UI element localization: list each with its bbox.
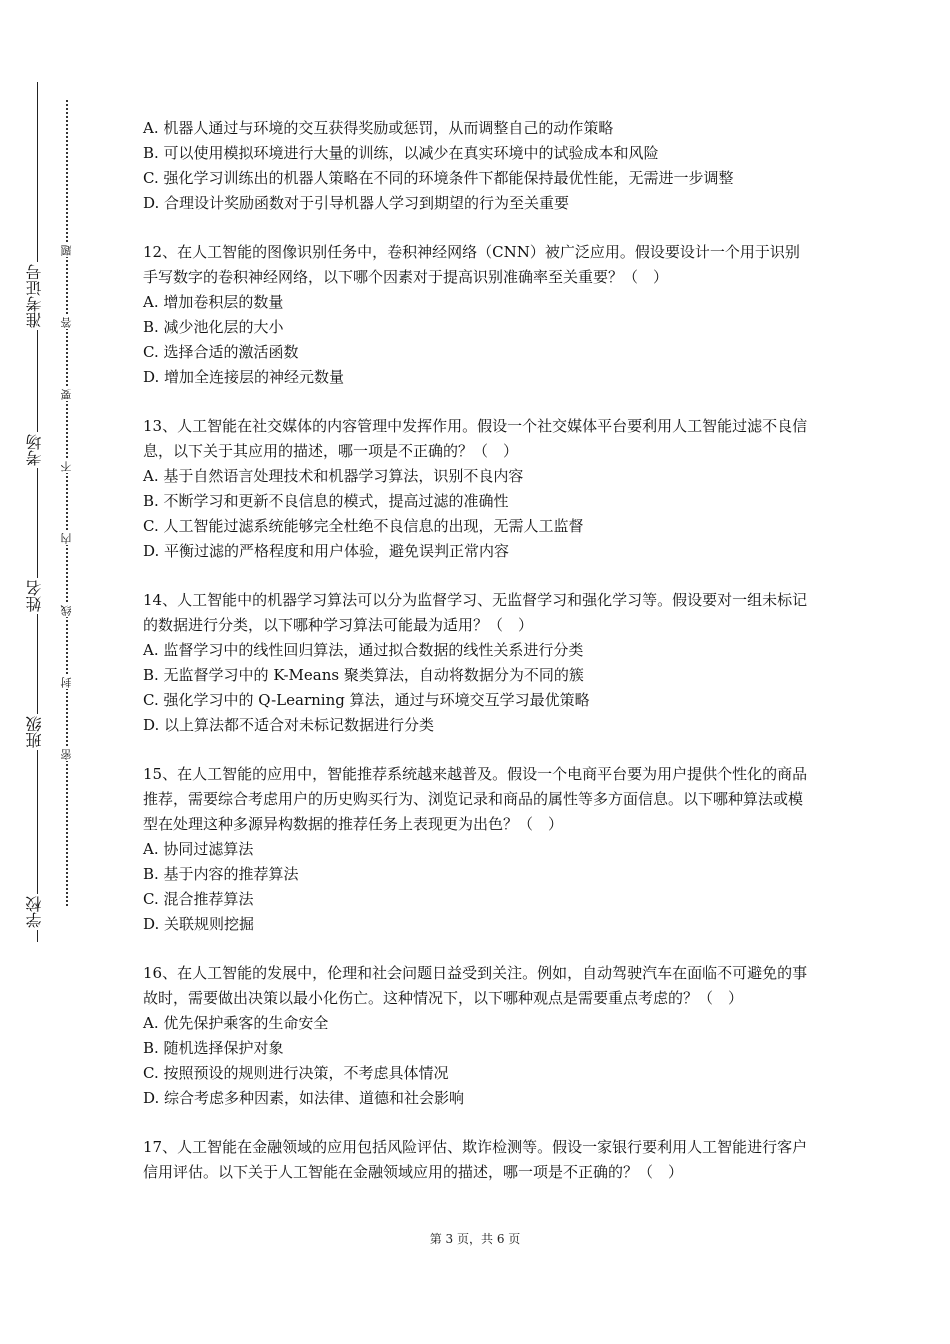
option-c: C. 强化学习训练出的机器人策略在不同的环境条件下都能保持最优性能，无需进一步调整 — [143, 169, 734, 187]
seal-char: 要 — [60, 389, 73, 400]
question-12 — [143, 240, 811, 390]
field-name-label: 姓名 — [22, 578, 48, 614]
binding-dotted-line — [66, 100, 68, 906]
field-exam-number-label: 准考证号 — [22, 262, 48, 330]
option-a: A. 机器人通过与环境的交互获得奖励或惩罚，从而调整自己的动作策略 — [143, 119, 614, 137]
question-15 — [143, 762, 811, 937]
option-b: B. 随机选择保护对象 — [143, 1039, 284, 1057]
option-d: D. 关联规则挖掘 — [143, 915, 255, 933]
field-class-label: 班级 — [22, 714, 48, 750]
seal-char: 密 — [60, 749, 73, 760]
field-school-label: 学校 — [22, 894, 48, 930]
seal-char: 答 — [60, 317, 73, 328]
question-stem: 14、人工智能中的机器学习算法可以分为监督学习、无监督学习和强化学习等。假设要对一组未标记的数据进行分类，以下哪种学习算法可能最为适用？（ ） — [143, 591, 808, 634]
option-b: B. 基于内容的推荐算法 — [143, 865, 299, 883]
exam-content — [143, 116, 811, 1209]
option-d: D. 以上算法都不适合对未标记数据进行分类 — [143, 716, 435, 734]
option-a: A. 增加卷积层的数量 — [143, 293, 284, 311]
seal-char: 不 — [60, 461, 73, 472]
binding-solid-line — [37, 82, 38, 942]
option-c: C. 人工智能过滤系统能够完全杜绝不良信息的出现，无需人工监督 — [143, 517, 584, 535]
question-stem: 13、人工智能在社交媒体的内容管理中发挥作用。假设一个社交媒体平台要利用人工智能过滤不良信息，以下关于其应用的描述，哪一项是不正确的？（ ） — [143, 417, 808, 460]
option-c: C. 强化学习中的 Q-Learning 算法，通过与环境交互学习最优策略 — [143, 691, 590, 709]
option-a: A. 优先保护乘客的生命安全 — [143, 1014, 329, 1032]
option-c: C. 按照预设的规则进行决策，不考虑具体情况 — [143, 1064, 449, 1082]
continued-options — [143, 116, 811, 216]
binding-margin — [0, 0, 110, 1344]
field-exam-room-label: 考场 — [22, 432, 48, 468]
question-stem: 12、在人工智能的图像识别任务中，卷积神经网络（CNN）被广泛应用。假设要设计一个用于识别手写数字的卷积神经网络，以下哪个因素对于提高识别准确率至关重要？（ ） — [143, 243, 800, 286]
option-b: B. 不断学习和更新不良信息的模式，提高过滤的准确性 — [143, 492, 509, 510]
option-d: D. 合理设计奖励函数对于引导机器人学习到期望的行为至关重要 — [143, 194, 570, 212]
option-b: B. 减少池化层的大小 — [143, 318, 284, 336]
seal-char: 封 — [60, 677, 73, 688]
option-d: D. 综合考虑多种因素，如法律、道德和社会影响 — [143, 1089, 465, 1107]
question-stem: 15、在人工智能的应用中，智能推荐系统越来越普及。假设一个电商平台要为用户提供个性化的商品推荐，需要综合考虑用户的历史购买行为、浏览记录和商品的属性等多方面信息。以下哪种算法或模型在处理这种多源异构数据的推荐任务上表现更为出色？（ ） — [143, 765, 808, 833]
seal-char: 线 — [60, 605, 73, 616]
question-stem: 17、人工智能在金融领域的应用包括风险评估、欺诈检测等。假设一家银行要利用人工智能进行客户信用评估。以下关于人工智能在金融领域应用的描述，哪一项是不正确的？（ ） — [143, 1138, 808, 1181]
option-b: B. 无监督学习中的 K-Means 聚类算法，自动将数据分为不同的簇 — [143, 666, 584, 684]
seal-char: 内 — [60, 533, 73, 544]
option-a: A. 监督学习中的线性回归算法，通过拟合数据的线性关系进行分类 — [143, 641, 584, 659]
option-c: C. 混合推荐算法 — [143, 890, 254, 908]
option-c: C. 选择合适的激活函数 — [143, 343, 299, 361]
question-13 — [143, 414, 811, 564]
question-17 — [143, 1135, 811, 1185]
question-14 — [143, 588, 811, 738]
option-a: A. 协同过滤算法 — [143, 840, 254, 858]
option-d: D. 平衡过滤的严格程度和用户体验，避免误判正常内容 — [143, 542, 510, 560]
question-stem: 16、在人工智能的发展中，伦理和社会问题日益受到关注。例如，自动驾驶汽车在面临不可避免的事故时，需要做出决策以最小化伤亡。这种情况下，以下哪种观点是需要重点考虑的？（ ） — [143, 964, 808, 1007]
page-number-footer: 第 3 页，共 6 页 — [429, 1232, 521, 1246]
option-d: D. 增加全连接层的神经元数量 — [143, 368, 345, 386]
seal-char: 题 — [60, 245, 73, 256]
question-16 — [143, 961, 811, 1111]
option-a: A. 基于自然语言处理技术和机器学习算法，识别不良内容 — [143, 467, 524, 485]
option-b: B. 可以使用模拟环境进行大量的训练，以减少在真实环境中的试验成本和风险 — [143, 144, 659, 162]
